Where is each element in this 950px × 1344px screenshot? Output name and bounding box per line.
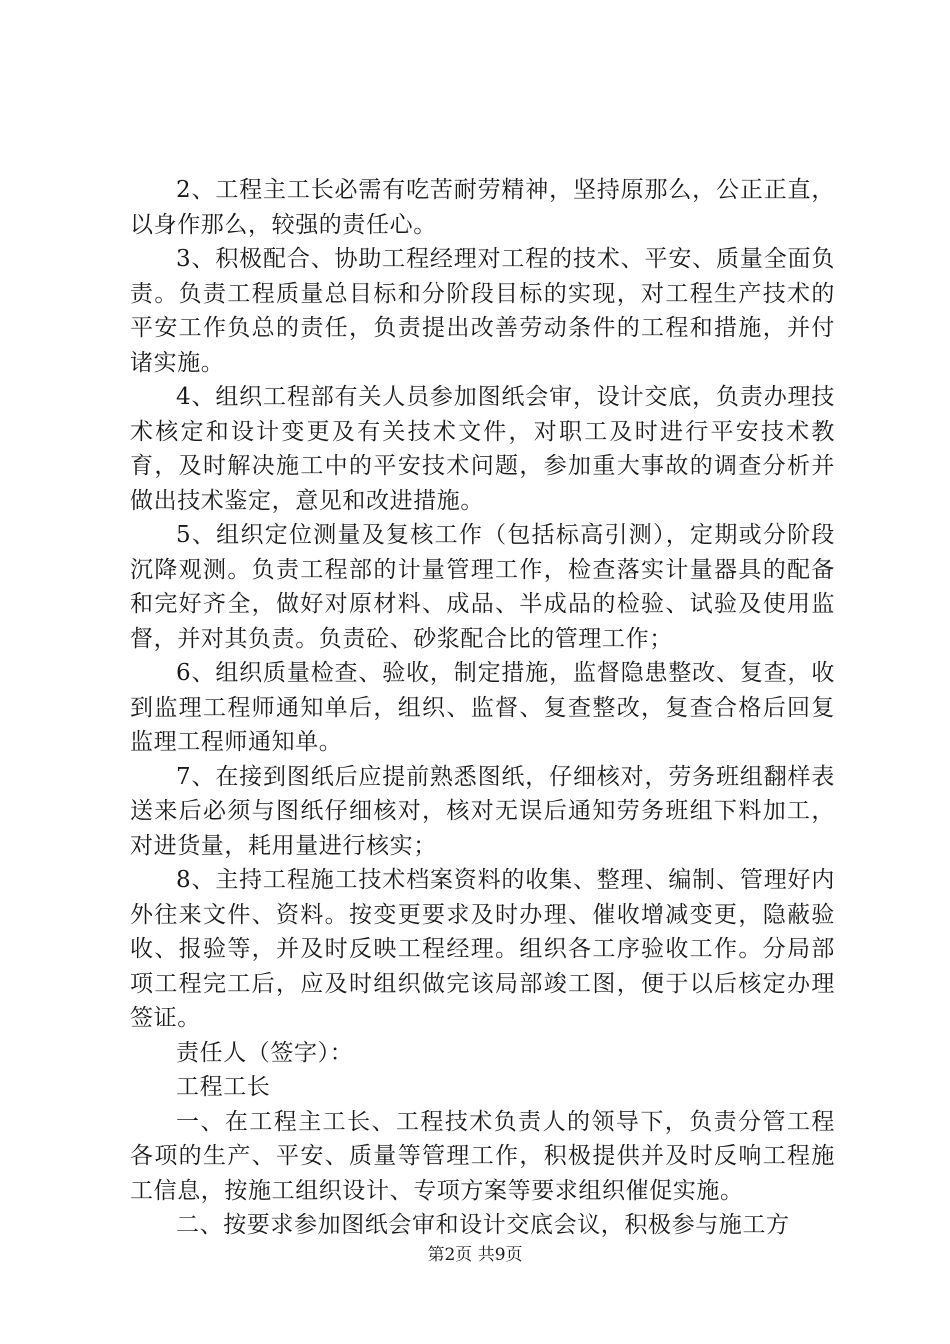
- paragraph-item-2: 2、工程主工长必需有吃苦耐劳精神，坚持原那么，公正正直，以身作那么，较强的责任心。: [130, 177, 835, 238]
- paragraph-item-6: 6、组织质量检查、验收，制定措施，监督隐患整改、复查，收到监理工程师通知单后，组织、监督、复查整改，复查合格后回复监理工程师通知单。: [130, 660, 835, 755]
- paragraph-item-4: 4、组织工程部有关人员参加图纸会审，设计交底，负责办理技术核定和设计变更及有关技术文件，对职工及时进行平安技术教育，及时解决施工中的平安技术问题，参加重大事故的调查分析并做出技术鉴定，意见和改进措施。: [130, 384, 835, 514]
- page-total: 共9页: [477, 1245, 523, 1265]
- page-number: 第2页: [427, 1245, 473, 1265]
- paragraph-item-8: 8、主持工程施工技术档案资料的收集、整理、编制、管理好内外往来文件、资料。按变更要求及时办理、催收增减变更，隐蔽验收、报验等，并及时反映工程经理。组织各工序验收工作。分局部项工程完工后，应及时组织做完该局部竣工图，便于以后核定办理签证。: [130, 867, 835, 1031]
- section-heading: 工程工长: [176, 1074, 271, 1100]
- document-body: [130, 173, 835, 1243]
- paragraph-item-3: 3、积极配合、协助工程经理对工程的技术、平安、质量全面负责。负责工程质量总目标和分阶段目标的实现，对工程生产技术的平安工作负总的责任，负责提出改善劳动条件的工程和措施，并付诸实施。: [130, 246, 835, 376]
- paragraph-item-7: 7、在接到图纸后应提前熟悉图纸，仔细核对，劳务班组翻样表送来后必须与图纸仔细核对，核对无误后通知劳务班组下料加工，对进货量，耗用量进行核实；: [130, 763, 835, 859]
- paragraph-item-5: 5、组织定位测量及复核工作（包括标高引测），定期或分阶段沉降观测。负责工程部的计量管理工作，检查落实计量器具的配备和完好齐全，做好对原材料、成品、半成品的检验、试验及使用监督，并对其负责。负责砼、砂浆配合比的管理工作；: [130, 522, 835, 652]
- signature-line: 责任人（签字）：: [176, 1039, 354, 1066]
- page-footer: [0, 1244, 950, 1266]
- paragraph-item-two: 二、按要求参加图纸会审和设计交底会议，积极参与施工方: [176, 1212, 790, 1238]
- paragraph-item-one: 一、在工程主工长、工程技术负责人的领导下，负责分管工程各项的生产、平安、质量等管理工作，积极提供并及时反响工程施工信息，按施工组织设计、专项方案等要求组织催促实施。: [130, 1108, 835, 1204]
